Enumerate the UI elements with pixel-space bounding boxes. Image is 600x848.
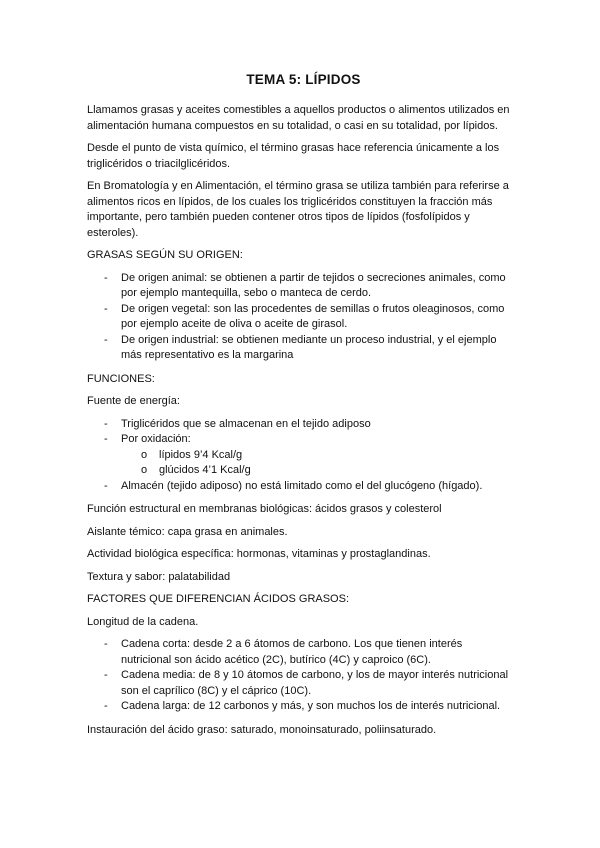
paragraph-bromatologia: En Bromatología y en Alimentación, el término grasa se utiliza también para referirse a alimentos ricos en lípidos, de los cuales los triglicéridos constituyen la fracción más importante, pero también pueden contener otros tipos de lípidos (fosfolípidos y esteroles). [87,180,509,239]
list-item-oxidacion [87,432,510,479]
paragraph-textura: Textura y sabor: palatabilidad [87,570,231,583]
paragraph-actividad: Actividad biológica específica: hormonas, vitaminas y prostaglandinas. [87,548,431,560]
list-item-label: Por oxidación: [121,433,191,445]
energia-list [87,417,510,495]
paragraph-aislante: Aislante témico: capa grasa en animales. [87,525,288,538]
list-item: - Cadena larga: de 12 carbonos y más, y son muchos los de interés nutricional. [87,699,510,715]
subheading-energia: Fuente de energía: [87,395,180,407]
paragraph-intro: Llamamos grasas y aceites comestibles a aquellos productos o alimentos utilizados en alimentación humana compuestos en su totalidad, o casi en su totalidad, por lípidos. [87,104,510,132]
sublist-item: o lípidos 9’4 Kcal/g [121,448,510,464]
cadena-list [87,637,510,715]
list-item: - Cadena corta: desde 2 a 6 átomos de carbono. Los que tienen interés nutricional son ácido acético (2C), butírico (4C) y caproico (6C). [87,637,510,668]
list-item: - De origen vegetal: son las procedentes de semillas o frutos oleaginosos, como por ejemplo aceite de oliva o aceite de girasol. [87,302,510,333]
list-item: - De origen animal: se obtienen a partir de tejidos o secreciones animales, como por ejemplo mantequilla, sebo o manteca de cerdo. [87,271,510,302]
paragraph-instauracion: Instauración del ácido graso: saturado, monoinsaturado, poliinsaturado. [87,723,437,736]
sublist-item: o glúcidos 4’1 Kcal/g [121,463,510,479]
origen-list [87,271,510,364]
section-heading-funciones: FUNCIONES: [87,372,155,385]
list-item: - Cadena media: de 8 y 10 átomos de carbono, y los de mayor interés nutricional son el caprílico (8C) y el cáprico (10C). [87,668,510,699]
section-heading-origen: GRASAS SEGÚN SU ORIGEN: [87,249,243,261]
oxidacion-sublist [121,448,510,479]
list-item: - Triglicéridos que se almacenan en el tejido adiposo [87,417,510,433]
paragraph-quimico: Desde el punto de vista químico, el término grasas hace referencia únicamente a los triglicéridos o triacilglicéridos. [87,142,500,170]
subheading-longitud: Longitud de la cadena. [87,615,199,628]
paragraph-estructural: Función estructural en membranas biológicas: ácidos grasos y colesterol [87,503,442,515]
page-title: TEMA 5: LÍPIDOS [246,72,361,87]
list-item: - De origen industrial: se obtienen mediante un proceso industrial, y el ejemplo más representativo es la margarina [87,333,510,364]
section-heading-factores: FACTORES QUE DIFERENCIAN ÁCIDOS GRASOS: [87,593,350,605]
list-item: - Almacén (tejido adiposo) no está limitado como el del glucógeno (hígado). [87,479,510,495]
